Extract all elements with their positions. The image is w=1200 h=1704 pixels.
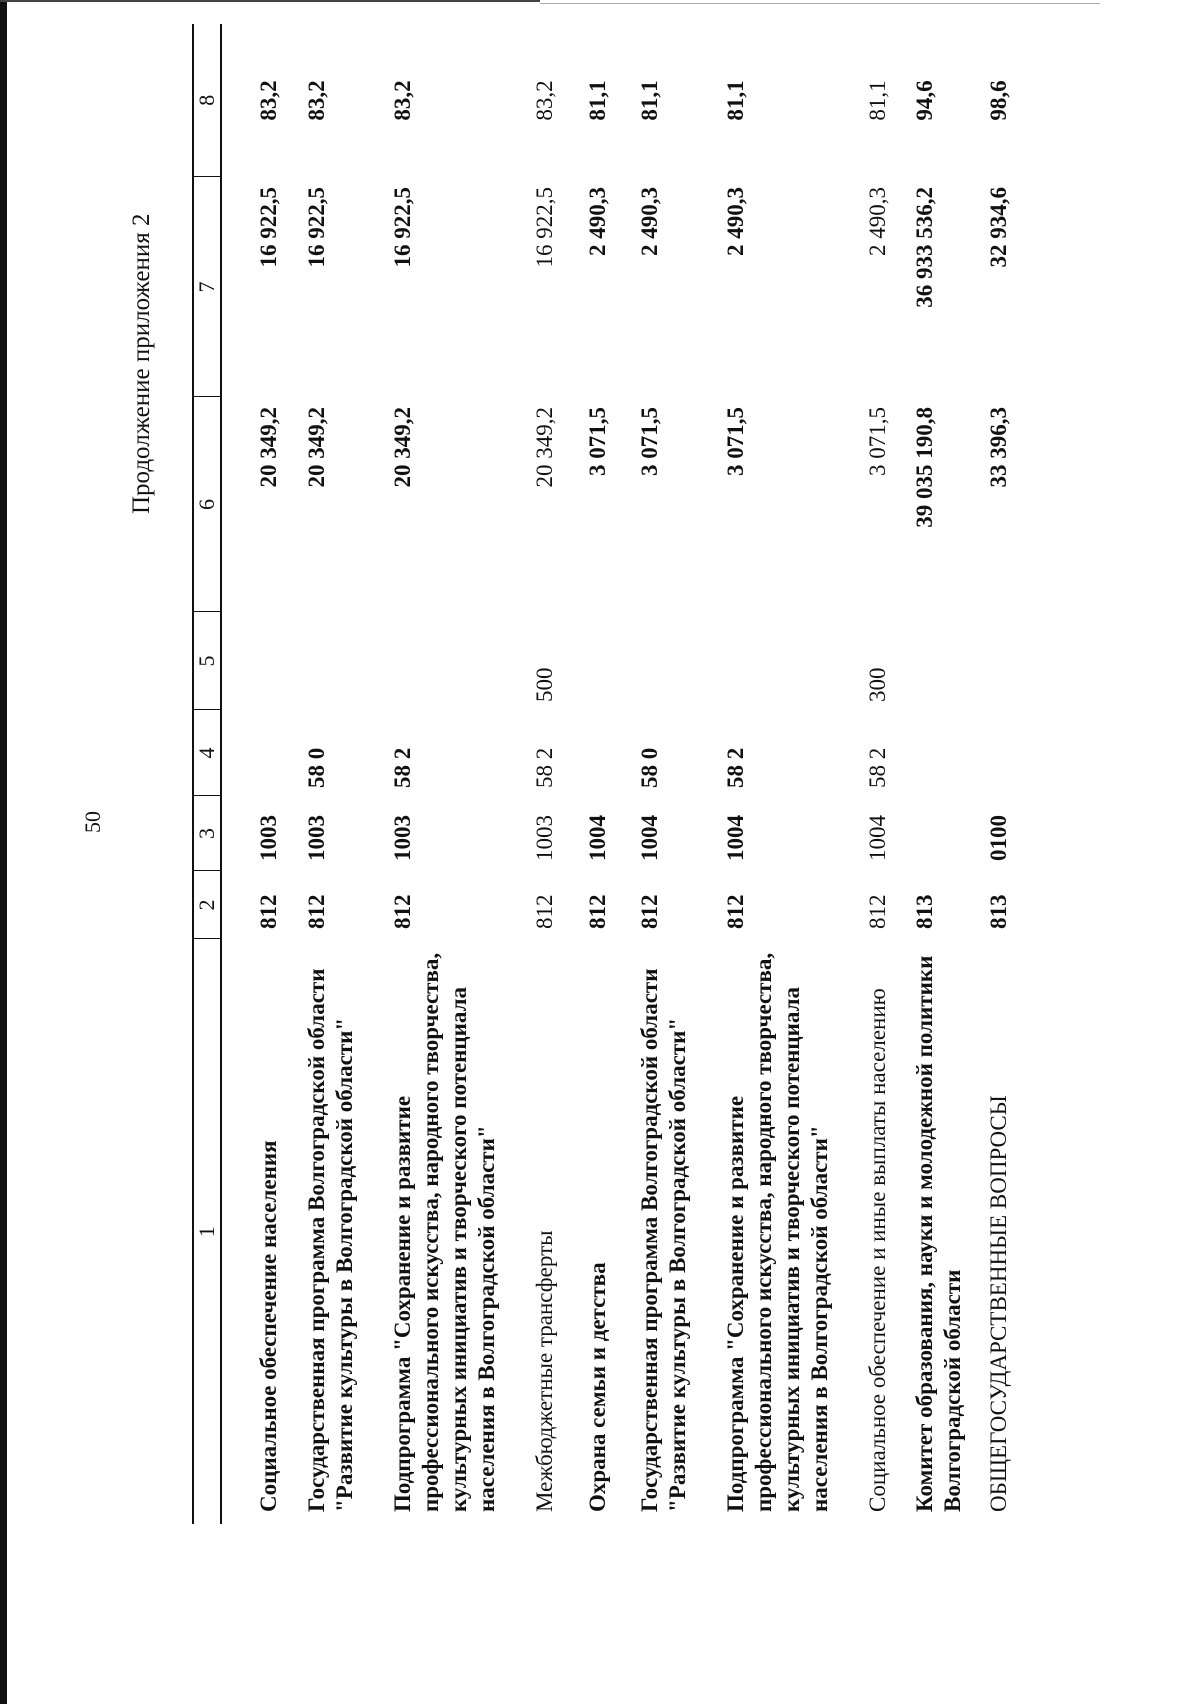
- cell-program-code: [566, 710, 616, 796]
- cell-percent: 83,2: [304, 80, 329, 121]
- cell-executed: 2 490,3: [637, 187, 662, 256]
- cell-admin-code: 812: [390, 894, 415, 929]
- cell-approved: 33 396,3: [986, 407, 1011, 488]
- cell-expense-type: [283, 612, 371, 710]
- cell-expense-type: [704, 612, 842, 710]
- cell-expense-type: [979, 612, 1029, 710]
- table-header-row: [193, 24, 221, 1524]
- row-name: Государственная программа Волгоградской области "Развитие культуры в Волгоградской области": [304, 968, 357, 1512]
- col-header-5: 5: [193, 612, 221, 710]
- row-name: ОБЩЕГОСУДАРСТВЕННЫЕ ВОПРОСЫ: [986, 1095, 1011, 1512]
- cell-program-code: 58 2: [723, 747, 748, 788]
- cell-percent: 83,2: [256, 80, 281, 121]
- cell-section-code: 1003: [390, 815, 415, 861]
- row-name: Подпрограмма "Сохранение и развитие профессионального искусства, народного творчества, культурных инициатив и творческого потенциала населения в Волгоградской области": [723, 952, 832, 1512]
- cell-approved: 39 035 190,8: [912, 407, 937, 528]
- row-name: Государственная программа Волгоградской области "Развитие культуры в Волгоградской области": [637, 968, 690, 1512]
- cell-approved: 3 071,5: [723, 407, 748, 476]
- cell-section-code: [899, 796, 979, 871]
- cell-approved: 20 349,2: [256, 407, 281, 488]
- table-row: [566, 24, 616, 1524]
- cell-percent: 81,1: [865, 80, 890, 121]
- cell-approved: 20 349,2: [532, 407, 557, 488]
- cell-expense-type: [616, 612, 704, 710]
- cell-expense-type: [566, 612, 616, 710]
- cell-admin-code: 813: [986, 894, 1011, 929]
- row-name: Социальное обеспечение населения: [256, 1140, 281, 1512]
- cell-expense-type: [371, 612, 509, 710]
- cell-program-code: 58 0: [637, 747, 662, 788]
- cell-executed: 16 922,5: [256, 187, 281, 268]
- row-name: Подпрограмма "Сохранение и развитие профессионального искусства, народного творчества, культурных инициатив и творческого потенциала населения в Волгоградской области": [390, 952, 499, 1512]
- table-row: [616, 24, 704, 1524]
- cell-admin-code: 812: [304, 894, 329, 929]
- table-row: [283, 24, 371, 1524]
- cell-approved: 3 071,5: [585, 407, 610, 476]
- table-row: [371, 24, 509, 1524]
- cell-approved: 3 071,5: [637, 407, 662, 476]
- cell-program-code: [979, 710, 1029, 796]
- cell-percent: 83,2: [532, 80, 557, 121]
- cell-executed: 36 933 536,2: [912, 187, 937, 308]
- table-row: [842, 24, 899, 1524]
- cell-expense-type: [899, 612, 979, 710]
- page-number: 50: [80, 811, 105, 833]
- cell-expense-type: 500: [532, 667, 557, 702]
- budget-table: [192, 24, 1029, 1524]
- row-name: Охрана семьи и детства: [585, 1262, 610, 1512]
- table-row: [509, 24, 566, 1524]
- cell-expense-type: [221, 612, 283, 710]
- cell-admin-code: 812: [865, 894, 890, 929]
- cell-percent: 81,1: [637, 80, 662, 121]
- table-row: [221, 24, 283, 1524]
- cell-percent: 98,6: [986, 80, 1011, 121]
- cell-admin-code: 812: [532, 894, 557, 929]
- cell-percent: 94,6: [912, 80, 937, 121]
- row-name: Комитет образования, науки и молодежной политики Волгоградской области: [912, 955, 965, 1512]
- cell-section-code: 1004: [723, 815, 748, 861]
- col-header-4: 4: [193, 710, 221, 796]
- cell-executed: 2 490,3: [865, 187, 890, 256]
- col-header-6: 6: [193, 397, 221, 612]
- table-row: [899, 24, 979, 1524]
- cell-admin-code: 812: [723, 894, 748, 929]
- cell-executed: 2 490,3: [723, 187, 748, 256]
- cell-executed: 16 922,5: [532, 187, 557, 268]
- cell-executed: 2 490,3: [585, 187, 610, 256]
- cell-executed: 16 922,5: [390, 187, 415, 268]
- cell-admin-code: 813: [912, 894, 937, 929]
- cell-approved: 20 349,2: [304, 407, 329, 488]
- cell-approved: 20 349,2: [390, 407, 415, 488]
- col-header-3: 3: [193, 796, 221, 871]
- cell-percent: 81,1: [585, 80, 610, 121]
- cell-program-code: 58 2: [390, 747, 415, 788]
- cell-section-code: 1003: [304, 815, 329, 861]
- row-name: Социальное обеспечение и иные выплаты населению: [865, 988, 890, 1512]
- cell-section-code: 1004: [585, 815, 610, 861]
- cell-admin-code: 812: [256, 894, 281, 929]
- cell-section-code: 1004: [865, 815, 890, 861]
- cell-percent: 83,2: [390, 80, 415, 121]
- table-row: [979, 24, 1029, 1524]
- cell-program-code: [221, 710, 283, 796]
- cell-program-code: 58 0: [304, 747, 329, 788]
- cell-executed: 16 922,5: [304, 187, 329, 268]
- cell-section-code: 0100: [986, 815, 1011, 861]
- col-header-7: 7: [193, 177, 221, 397]
- col-header-1: 1: [193, 939, 221, 1524]
- cell-admin-code: 812: [585, 894, 610, 929]
- cell-section-code: 1003: [532, 815, 557, 861]
- cell-approved: 3 071,5: [865, 407, 890, 476]
- continuation-heading: Продолжение приложения 2: [128, 213, 155, 514]
- cell-expense-type: 300: [865, 667, 890, 702]
- cell-section-code: 1004: [637, 815, 662, 861]
- cell-percent: 81,1: [723, 80, 748, 121]
- col-header-8: 8: [193, 24, 221, 177]
- cell-admin-code: 812: [637, 894, 662, 929]
- cell-section-code: 1003: [256, 815, 281, 861]
- cell-program-code: [899, 710, 979, 796]
- cell-program-code: 58 2: [532, 747, 557, 788]
- col-header-2: 2: [193, 871, 221, 939]
- row-name: Межбюджетные трансферты: [532, 1230, 557, 1512]
- cell-program-code: 58 2: [865, 747, 890, 788]
- table-row: [704, 24, 842, 1524]
- cell-executed: 32 934,6: [986, 187, 1011, 268]
